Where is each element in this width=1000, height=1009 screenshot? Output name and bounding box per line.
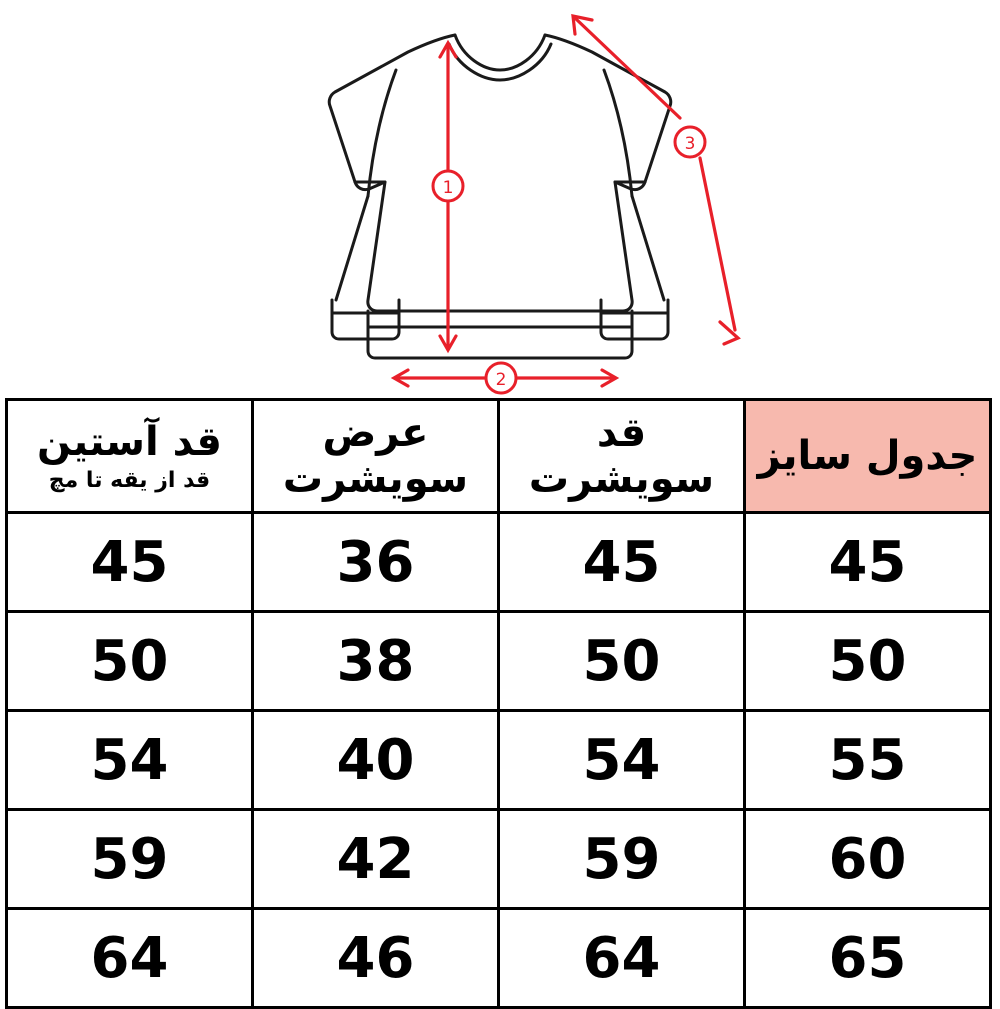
cell-length: 50 bbox=[499, 612, 745, 711]
cell-size: 45 bbox=[745, 513, 991, 612]
cell-length: 64 bbox=[499, 909, 745, 1008]
table-row bbox=[7, 612, 991, 711]
header-title-sleeve-length: قد آستین bbox=[37, 418, 222, 465]
cell-width: 46 bbox=[253, 909, 499, 1008]
sweatshirt-diagram-svg bbox=[0, 0, 1000, 398]
cell-length: 59 bbox=[499, 810, 745, 909]
cell-width: 38 bbox=[253, 612, 499, 711]
cell-size: 65 bbox=[745, 909, 991, 1008]
sleeve-arrow-upper bbox=[575, 18, 680, 118]
cell-sleeve: 50 bbox=[7, 612, 253, 711]
table-row bbox=[7, 909, 991, 1008]
header-title-sweatshirt-length: قد سویشرت bbox=[528, 410, 715, 502]
size-table-wrap bbox=[8, 398, 992, 1009]
cell-size: 50 bbox=[745, 612, 991, 711]
garment-outline bbox=[329, 35, 671, 358]
size-table-body bbox=[7, 513, 991, 1008]
sleeve-arrow-lower bbox=[700, 158, 735, 330]
table-row bbox=[7, 810, 991, 909]
cell-sleeve: 59 bbox=[7, 810, 253, 909]
marker-1-label: 1 bbox=[442, 178, 454, 198]
cell-width: 36 bbox=[253, 513, 499, 612]
cell-sleeve: 45 bbox=[7, 513, 253, 612]
header-cell-sleeve-length bbox=[7, 400, 253, 513]
cell-length: 54 bbox=[499, 711, 745, 810]
header-title-size-chart: جدول سایز bbox=[757, 433, 978, 479]
header-title-sweatshirt-width: عرض سویشرت bbox=[282, 410, 469, 502]
header-subtitle-sleeve-length: قد از یقه تا مچ bbox=[48, 467, 211, 493]
cell-size: 60 bbox=[745, 810, 991, 909]
header-cell-sweatshirt-width bbox=[253, 400, 499, 513]
cell-sleeve: 64 bbox=[7, 909, 253, 1008]
cell-width: 42 bbox=[253, 810, 499, 909]
table-row bbox=[7, 513, 991, 612]
size-table bbox=[5, 398, 992, 1009]
header-cell-sweatshirt-length bbox=[499, 400, 745, 513]
cell-width: 40 bbox=[253, 711, 499, 810]
marker-2-label: 2 bbox=[495, 370, 507, 390]
header-cell-size-chart bbox=[745, 400, 991, 513]
marker-3-label: 3 bbox=[684, 134, 696, 154]
table-header-row bbox=[7, 400, 991, 513]
cell-sleeve: 54 bbox=[7, 711, 253, 810]
sweatshirt-illustration bbox=[0, 0, 1000, 398]
table-row bbox=[7, 711, 991, 810]
size-table-head bbox=[7, 400, 991, 513]
marker-badges bbox=[433, 127, 705, 393]
cell-size: 55 bbox=[745, 711, 991, 810]
cell-length: 45 bbox=[499, 513, 745, 612]
